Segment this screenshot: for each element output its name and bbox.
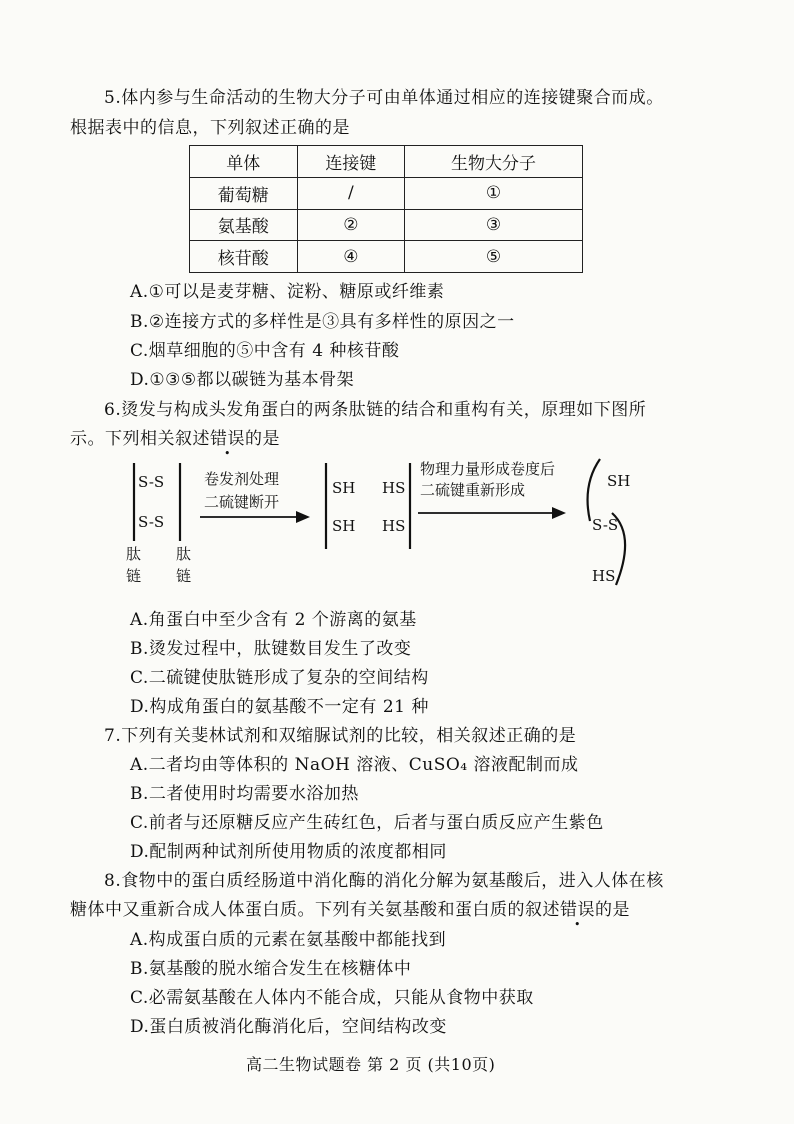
table-cell: ② [297, 209, 405, 241]
sulfhydryl-label: SH [332, 517, 356, 535]
q6-option-b: B.烫发过程中，肽键数目发生了改变 [130, 639, 412, 659]
arrow2-label-bottom: 二硫键重新形成 [420, 481, 526, 499]
q7-option-a: A.二者均由等体积的 NaOH 溶液、CuSO₄ 溶液配制而成 [130, 755, 579, 775]
sulfhydryl-label: HS [382, 517, 406, 535]
q5-stem-line1: 5.体内参与生命活动的生物大分子可由单体通过相应的连接键聚合而成。 [104, 88, 664, 108]
q8-option-a: A.构成蛋白质的元素在氨基酸中都能找到 [130, 930, 447, 950]
disulfide-bond-label: S-S [138, 473, 165, 491]
q6-option-a: A.角蛋白中至少含有 2 个游离的氨基 [130, 610, 417, 630]
table-cell: 葡萄糖 [190, 177, 298, 209]
table-header-row [190, 146, 583, 178]
q8-stem-line2 [70, 898, 630, 922]
table-cell: ③ [405, 209, 583, 241]
q7-stem: 7.下列有关斐林试剂和双缩脲试剂的比较，相关叙述正确的是 [104, 726, 577, 746]
sulfhydryl-label: HS [382, 479, 406, 497]
table-cell: 氨基酸 [190, 209, 298, 241]
arrow2-label-top: 物理力量形成卷度后 [420, 460, 556, 478]
q8-option-b: B.氨基酸的脱水缩合发生在核糖体中 [130, 959, 412, 979]
disulfide-bond-label: S-S [138, 513, 165, 531]
table-row [190, 177, 583, 209]
table-cell: ④ [297, 241, 405, 273]
q5-table [189, 145, 583, 273]
arrow1-label-bottom: 二硫键断开 [204, 493, 280, 511]
disulfide-bond-label: S-S [592, 516, 619, 534]
q6-emphasis-word: 错误 [210, 429, 245, 449]
q6-option-c: C.二硫键使肽链形成了复杂的空间结构 [130, 668, 429, 688]
table-cell: ① [405, 177, 583, 209]
q6-option-d: D.构成角蛋白的氨基酸不一定有 21 种 [130, 697, 429, 717]
q8-emphasis-word: 错误 [560, 900, 595, 920]
q8-stem-part-c: 的是 [595, 900, 630, 920]
q8-stem-part-a: 糖体中又重新合成人体蛋白质。下列有关氨基酸和蛋白质的叙述 [70, 900, 560, 920]
chain-label-char: 肽 [126, 545, 142, 563]
q6-stem-line1: 6.烫发与构成头发角蛋白的两条肽链的结合和重构有关，原理如下图所 [104, 400, 647, 420]
q7-option-b: B.二者使用时均需要水浴加热 [130, 784, 359, 804]
q5-option-c: C.烟草细胞的⑤中含有 4 种核苷酸 [130, 341, 400, 361]
q5-option-b: B.②连接方式的多样性是③具有多样性的原因之一 [130, 312, 515, 332]
arrow-head-icon [296, 511, 310, 523]
chain-label-char: 肽 [176, 545, 192, 563]
table-cell: 核苷酸 [190, 241, 298, 273]
table-cell: / [297, 177, 405, 209]
chain-label-char: 链 [126, 567, 142, 585]
q7-option-d: D.配制两种试剂所使用物质的浓度都相同 [130, 842, 447, 862]
q6-stem-part-a: 示。下列相关叙述 [70, 429, 210, 449]
table-row [190, 209, 583, 241]
q8-option-d: D.蛋白质被消化酶消化后，空间结构改变 [130, 1017, 447, 1037]
q8-option-c: C.必需氨基酸在人体内不能合成，只能从食物中获取 [130, 988, 534, 1008]
arrow-head-icon [552, 507, 566, 519]
q6-stem-part-c: 的是 [245, 429, 280, 449]
sulfhydryl-label: SH [607, 472, 631, 490]
curled-chain-line [588, 459, 600, 521]
page-footer: 高二生物试题卷 第 2 页 (共10页) [246, 1055, 496, 1074]
sulfhydryl-label: HS [592, 567, 616, 585]
table-row [190, 241, 583, 273]
q6-stem-line2 [70, 427, 280, 451]
table-header-cell: 连接键 [297, 146, 405, 178]
table-cell: ⑤ [405, 241, 583, 273]
chain-label-char: 链 [176, 567, 192, 585]
q5-option-a: A.①可以是麦芽糖、淀粉、糖原或纤维素 [130, 282, 445, 302]
q5-stem-line2: 根据表中的信息，下列叙述正确的是 [70, 118, 350, 138]
q5-option-d: D.①③⑤都以碳链为基本骨架 [130, 370, 355, 390]
q8-stem-line1: 8.食物中的蛋白质经肠道中消化酶的消化分解为氨基酸后，进入人体在核 [104, 871, 664, 891]
table-header-cell: 生物大分子 [405, 146, 583, 178]
keratin-disulfide-diagram [120, 455, 680, 595]
arrow1-label-top: 卷发剂处理 [204, 470, 280, 488]
q7-option-c: C.前者与还原糖反应产生砖红色，后者与蛋白质反应产生紫色 [130, 813, 604, 833]
table-header-cell: 单体 [190, 146, 298, 178]
sulfhydryl-label: SH [332, 479, 356, 497]
